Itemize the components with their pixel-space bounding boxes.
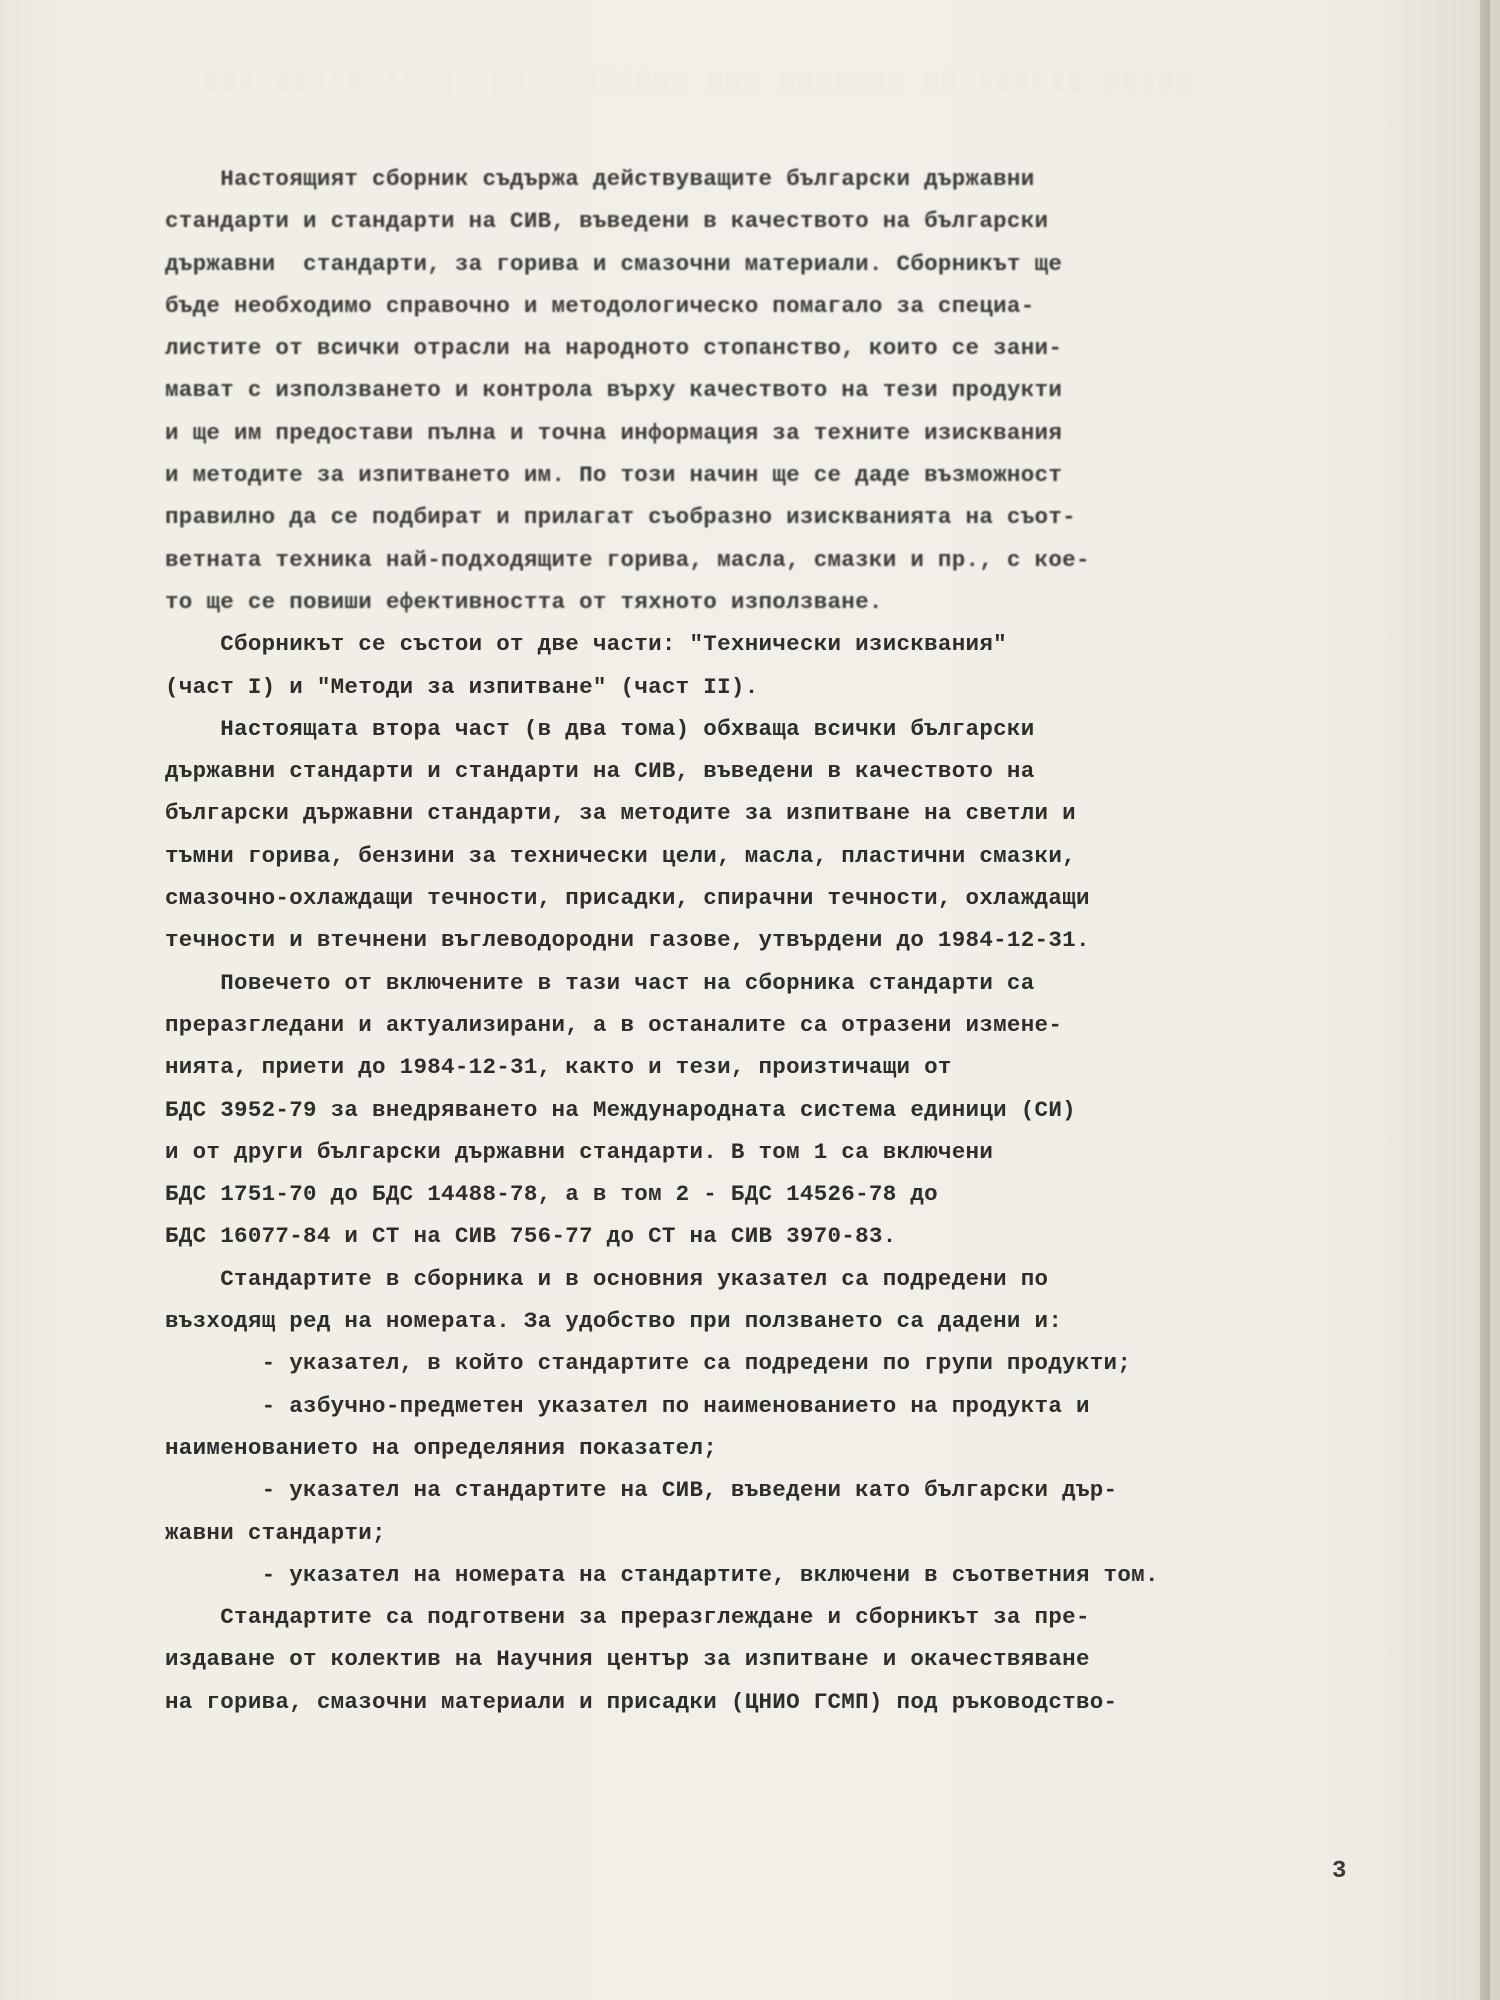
text-line: и ще им предостави пълна и точна информация за техните изисквания [165, 419, 1063, 446]
text-line: и от други български държавни стандарти. В том 1 са включени [165, 1138, 994, 1165]
text-line: Стандартите в сборника и в основния указател са подредени по [165, 1265, 1049, 1292]
show-through-text: ▒▒▒ ▒▒▒▒▒ ▒▒ ▒▒▒▒▒▒▒ ▒▒▒▒▒▒ ▒▒▒ ▒▒▒▒▒▒▒ ▒▒ ▒▒▒▒▒▒ ▒▒▒▒▒ [205, 72, 1196, 95]
text-line: БДС 3952-79 за внедряването на Международната система единици (СИ) [165, 1096, 1076, 1123]
text-line: преразгледани и актуализирани, а в останалите са отразени измене- [165, 1011, 1063, 1038]
text-line: издаване от колектив на Научния център за изпитване и окачествяване [165, 1646, 1090, 1673]
text-line: жавни стандарти; [165, 1519, 386, 1546]
text-line: - указател, в който стандартите са подредени по групи продукти; [165, 1350, 1132, 1377]
text-line: стандарти и стандарти на СИВ, въведени в качеството на български [165, 208, 1049, 235]
text-line: Настоящият сборник съдържа действуващите български държавни [165, 166, 1035, 192]
text-line: наименованието на определяния показател; [165, 1434, 718, 1461]
text-line: - указател на номерата на стандартите, включени в съответния том. [165, 1561, 1159, 1588]
text-line: ветната техника най-подходящите горива, масла, смазки и пр., с кое- [165, 546, 1090, 573]
text-line: - азбучно-предметен указател по наименованието на продукта и [165, 1392, 1090, 1419]
text-line: (част I) и "Методи за изпитване" (част II). [165, 673, 759, 700]
text-line: Стандартите са подготвени за преразглеждане и сборникът за пре- [165, 1604, 1090, 1631]
page-number: 3 [1332, 1858, 1347, 1885]
text-line: - указател на стандартите на СИВ, въведени като български дър- [165, 1477, 1118, 1504]
text-line: течности и втечнени въглеводородни газове, утвърдени до 1984-12-31. [165, 927, 1090, 954]
text-line: БДС 1751-70 до БДС 14488-78, а в том 2 - БДС 14526-78 до [165, 1181, 938, 1208]
text-line: листите от всички отрасли на народното стопанство, които се зани- [165, 335, 1063, 362]
text-line: възходящ ред на номерата. За удобство при ползването са дадени и: [165, 1308, 1063, 1335]
page-edge [1480, 0, 1490, 2000]
text-line: и методите за изпитването им. По този начин ще се даде възможност [165, 462, 1063, 489]
text-line: тъмни горива, бензини за технически цели, масла, пластични смазки, [165, 842, 1076, 869]
text-line: държавни стандарти, за горива и смазочни материали. Сборникът ще [165, 250, 1063, 277]
text-line: на горива, смазочни материали и присадки (ЦНИО ГСМП) под ръководство- [165, 1688, 1118, 1715]
text-line: Настоящата втора част (в два тома) обхваща всички български [165, 715, 1035, 742]
body-text [165, 158, 1345, 1723]
text-line: нията, приети до 1984-12-31, както и тези, произтичащи от [165, 1054, 952, 1081]
text-line: то ще се повиши ефективността от тяхното използване. [165, 588, 883, 615]
text-line: смазочно-охлаждащи течности, присадки, спирачни течности, охлаждащи [165, 885, 1090, 912]
text-line: мават с използването и контрола върху качеството на тези продукти [165, 377, 1063, 404]
text-line: български държавни стандарти, за методите за изпитване на светли и [165, 800, 1076, 827]
text-line: Сборникът се състои от две части: "Технически изисквания" [165, 631, 1007, 658]
text-line: Повечето от включените в тази част на сборника стандарти са [165, 969, 1035, 996]
text-line: бъде необходимо справочно и методологическо помагало за специа- [165, 292, 1035, 319]
text-line: правилно да се подбират и прилагат съобразно изискванията на съот- [165, 504, 1076, 531]
text-line: държавни стандарти и стандарти на СИВ, въведени в качеството на [165, 758, 1035, 785]
text-line: БДС 16077-84 и СТ на СИВ 756-77 до СТ на СИВ 3970-83. [165, 1223, 897, 1250]
